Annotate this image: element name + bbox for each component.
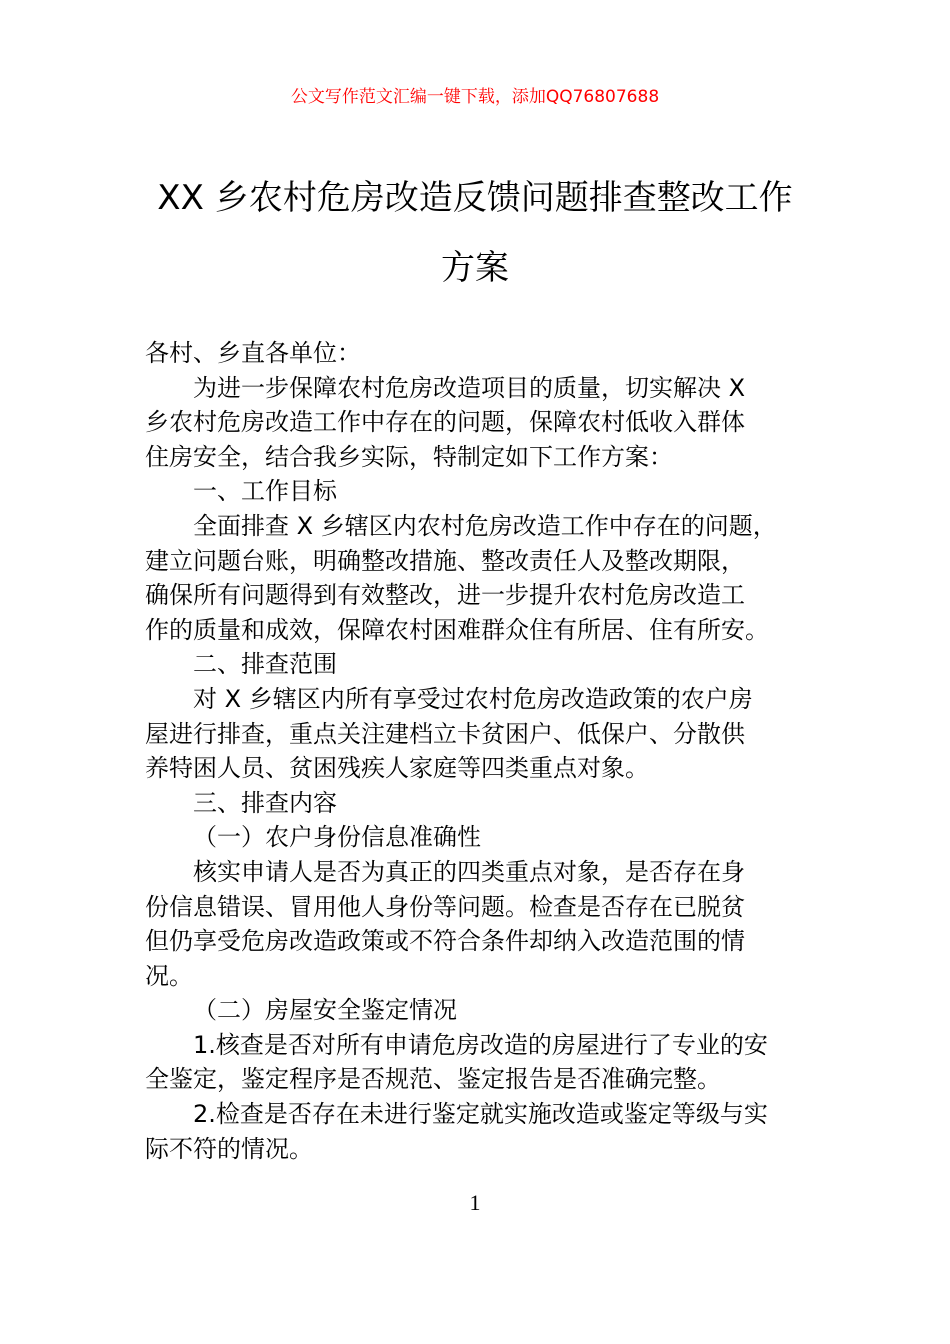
body-line: 作的质量和成效，保障农村困难群众住有所居、住有所安。 <box>145 615 769 644</box>
page-number: 1 <box>469 1190 481 1215</box>
body-line: 建立问题台账，明确整改措施、整改责任人及整改期限， <box>145 546 745 575</box>
body-line: 确保所有问题得到有效整改，进一步提升农村危房改造工 <box>145 581 745 610</box>
header-note: 公文写作范文汇编一键下载，添加QQ76807688 <box>290 87 660 107</box>
body-line: 养特困人员、贫困残疾人家庭等四类重点对象。 <box>145 754 649 783</box>
body-line: 对 X 乡辖区内所有享受过农村危房改造政策的农户房 <box>193 684 753 713</box>
body-line: 一、工作目标 <box>193 477 337 506</box>
body-line: 全面排查 X 乡辖区内农村危房改造工作中存在的问题， <box>193 511 777 540</box>
body-line: 全鉴定，鉴定程序是否规范、鉴定报告是否准确完整。 <box>145 1065 721 1094</box>
body-line: 二、排查范围 <box>193 650 337 679</box>
body-line: 况。 <box>145 961 193 990</box>
body-line: 为进一步保障农村危房改造项目的质量，切实解决 X <box>193 373 746 402</box>
body-line: 乡农村危房改造工作中存在的问题，保障农村低收入群体 <box>145 408 745 437</box>
body-line: 但仍享受危房改造政策或不符合条件却纳入改造范围的情 <box>145 927 745 956</box>
body-line: 份信息错误、冒用他人身份等问题。检查是否存在已脱贫 <box>145 892 745 921</box>
body-line: 1.核查是否对所有申请危房改造的房屋进行了专业的安 <box>193 1030 768 1059</box>
body-line: 际不符的情况。 <box>145 1134 313 1163</box>
body-line: 三、排查内容 <box>193 788 337 817</box>
document-body <box>145 336 817 1166</box>
document-title-line-2: 方案 <box>441 248 509 288</box>
body-line: （一）农户身份信息准确性 <box>193 823 481 852</box>
body-line: 核实申请人是否为真正的四类重点对象，是否存在身 <box>193 857 745 886</box>
body-line: 2.检查是否存在未进行鉴定就实施改造或鉴定等级与实 <box>193 1100 768 1129</box>
body-line: （二）房屋安全鉴定情况 <box>193 996 457 1025</box>
document-title-line-1: XX 乡农村危房改造反馈问题排查整改工作 <box>157 178 793 218</box>
body-line: 住房安全，结合我乡实际，特制定如下工作方案： <box>145 442 673 471</box>
body-line: 屋进行排查，重点关注建档立卡贫困户、低保户、分散供 <box>145 719 745 748</box>
body-line: 各村、乡直各单位： <box>145 339 361 367</box>
